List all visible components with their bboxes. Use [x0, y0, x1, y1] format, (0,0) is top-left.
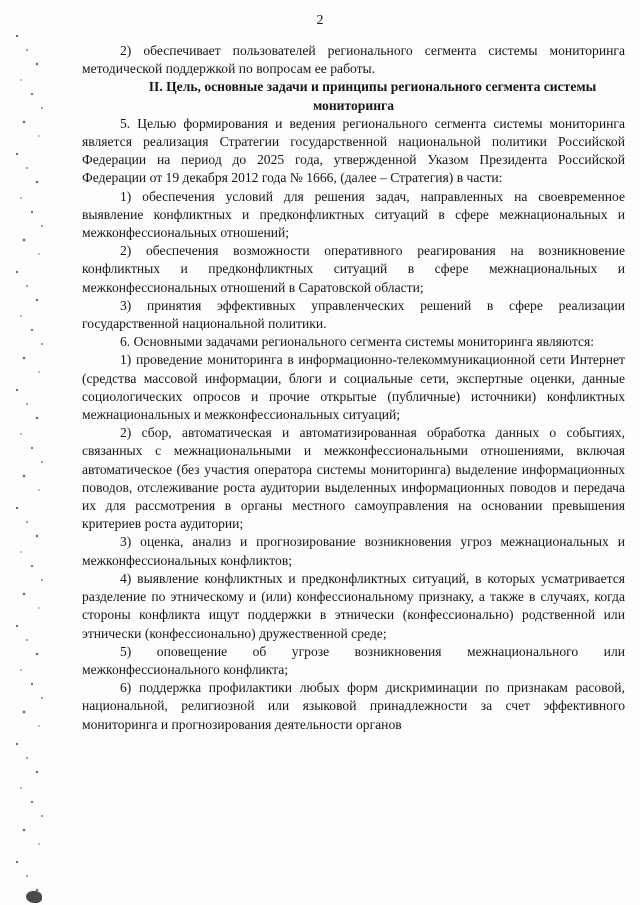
document-body [82, 42, 625, 734]
paragraph: 6) поддержка профилактики любых форм дискриминации по признакам расовой, национальной, религиозной или языковой принадлежности за счет эффективного мониторинга и прогнозирования деятельности органов [82, 680, 625, 732]
page-number: 2 [316, 13, 324, 28]
paragraph: 5. Целью формирования и ведения регионального сегмента системы мониторинга является реализация Стратегии государственной национальной политики Российской Федерации на период до 2025 года, утвержденной Указом Президента Российской Федерации от 19 декабря 2012 года № 1666, (далее – Стратегия) в части: [82, 115, 625, 186]
paragraph: 2) обеспечивает пользователей регионального сегмента системы мониторинга методической поддержкой по вопросам ее работы. [82, 43, 625, 77]
section-heading: II. Цель, основные задачи и принципы регионального сегмента системы мониторинга [148, 79, 597, 113]
paragraph: 2) обеспечения возможности оперативного реагирования на возникновение конфликтных и предконфликтных ситуаций в сфере межнациональных и межконфессиональных отношений в Саратовской области; [82, 243, 625, 295]
paragraph: 2) сбор, автоматическая и автоматизированная обработка данных о событиях, связанных с межнациональными и межконфессиональными отношениями, включая автоматическое (без участия оператора системы мониторинга) выделение информационных поводов, отслеживание роста аудитории выделенных информационных поводов и передача их для рассмотрения в органы местного самоуправления на основании превышения критериев роста аудитории; [82, 425, 625, 532]
paragraph: 6. Основными задачами регионального сегмента системы мониторинга являются: [120, 334, 595, 350]
paragraph: 5) оповещение об угрозе возникновения межнационального или межконфессионального конфликта; [82, 643, 625, 677]
paragraph: 3) принятия эффективных управленческих решений в сфере реализации государственной национальной политики. [82, 297, 625, 332]
paragraph: 1) обеспечения условий для решения задач, направленных на своевременное выявление конфликтных и предконфликтных ситуаций в сфере межнациональных и межконфессиональных отношений; [82, 188, 625, 241]
scan-edge-artifact [12, 30, 48, 905]
scan-ink-blot [26, 891, 42, 903]
paragraph: 1) проведение мониторинга в информационно-телекоммуникационной сети Интернет (средства массовой информации, блоги и социальные сети, экспертные оценки, данные социологических опросов и прочие открытые (публичные) источники) конфликтных межнациональных и межконфессиональных ситуаций; [82, 352, 625, 423]
paragraph: 3) оценка, анализ и прогнозирование возникновения угроз межнациональных и межконфессиональных конфликтов; [82, 534, 625, 568]
paragraph: 4) выявление конфликтных и предконфликтных ситуаций, в которых усматривается разделение по этническому и (или) конфессиональному признаку, а также в случаях, когда стороны конфликта ищут поддержки в этнически (конфессионально) родственной или этнически (конфессионально) дружественной среде; [82, 570, 625, 641]
